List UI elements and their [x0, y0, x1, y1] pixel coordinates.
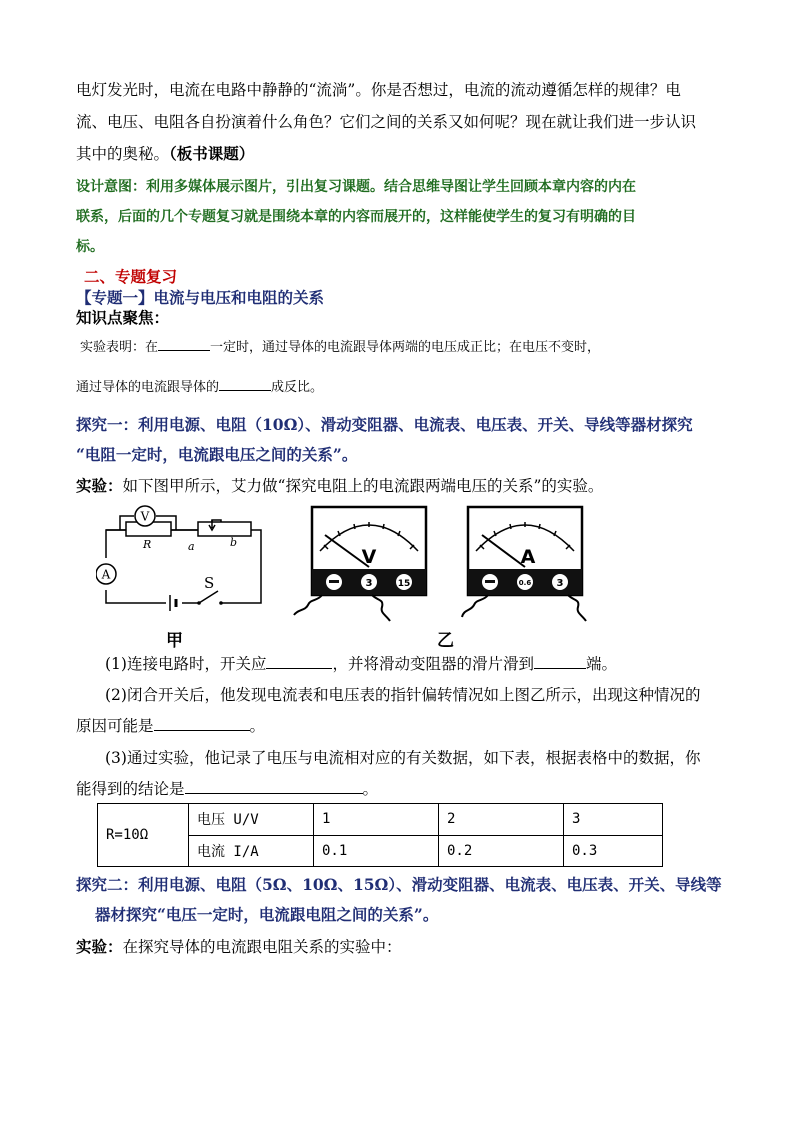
q3-text-b: 能得到的结论是 — [76, 780, 185, 798]
table-row — [98, 804, 663, 836]
intro-line-2: 流、电压、电阻各自扮演着什么角色？它们之间的关系又如何呢？现在就让我们进一步认识 — [76, 113, 697, 131]
v-terminal-3: 3 — [365, 578, 373, 589]
q1-text-c: 端。 — [585, 655, 617, 673]
knowledge-line-1 — [80, 336, 600, 358]
q1-text-a: (1)连接电路时，开关应 — [105, 655, 267, 673]
experiment1-label: 实验： — [76, 476, 123, 495]
data-table — [97, 803, 663, 867]
table-cell: 2 — [439, 804, 564, 836]
voltmeter-label: V — [140, 509, 150, 524]
table-cell: 0.1 — [314, 835, 439, 867]
table-cell: 0.3 — [564, 835, 663, 867]
q3-text-c: 。 — [362, 780, 379, 798]
question-2-line-1: (2)闭合开关后，他发现电流表和电压表的指针偏转情况如上图乙所示，出现这种情况的 — [105, 686, 701, 704]
topic-heading — [76, 286, 324, 308]
switch-pivot — [197, 601, 201, 605]
ammeter-label: A — [101, 567, 111, 582]
point-a-label: a — [188, 540, 195, 553]
question-2-line-2 — [76, 716, 265, 736]
question-3-line-1: (3)通过实验，他记录了电压与电流相对应的有关数据，如下表，根据表格中的数据，你 — [105, 749, 701, 767]
design-text-1: 利用多媒体展示图片，引出复习课题。结合思维导图让学生回顾本章内容的内在 — [146, 179, 636, 195]
switch-label: S — [204, 574, 215, 592]
v-terminal-15: 15 — [397, 579, 411, 589]
figure-label-yi: 乙 — [437, 631, 454, 651]
voltmeter-device — [292, 505, 434, 625]
experiment1-line — [76, 476, 603, 496]
a-terminal-06: 0.6 — [518, 579, 532, 587]
knowledge-text-1a: 实验表明：在 — [80, 340, 159, 355]
table-cell: 3 — [564, 804, 663, 836]
section-title: 二、专题复习 — [84, 267, 178, 286]
design-line-3: 标。 — [76, 239, 104, 255]
experiment1-text: 如下图甲所示，艾力做“探究电阻上的电流跟两端电压的关系”的实验。 — [122, 477, 604, 495]
knowledge-line-2 — [76, 376, 323, 398]
blank-fill-2[interactable] — [219, 376, 271, 391]
experiment2-line — [76, 937, 402, 957]
design-line-2: 联系，后面的几个专题复习就是围绕本章的内容而展开的，这样能使学生的复习有明确的目 — [76, 209, 636, 225]
table-cell-resistance: R=10Ω — [98, 804, 189, 867]
question-1 — [105, 654, 617, 674]
table-cell-voltage-label: 电压 U/V — [189, 804, 314, 836]
point-b-label: b — [230, 536, 238, 549]
knowledge-heading: 知识点聚焦： — [76, 308, 170, 327]
v-meter-letter: V — [361, 546, 377, 568]
topic-bracket: 【专题一】 — [76, 288, 154, 307]
experiment2-label: 实验： — [76, 937, 123, 956]
rheostat — [198, 522, 251, 536]
board-title-note: （板书课题） — [169, 144, 255, 163]
knowledge-text-2a: 通过导体的电流跟导体的 — [76, 380, 220, 395]
ammeter-device — [458, 505, 600, 625]
a-terminal-3: 3 — [556, 578, 564, 589]
intro-line-3-text: 其中的奥秘。 — [76, 145, 170, 163]
table-cell: 1 — [314, 804, 439, 836]
q1-text-b: ，并将滑动变阻器的滑片滑到 — [332, 655, 534, 673]
explore2-line-1: 探究二：利用电源、电阻（5Ω、10Ω、15Ω）、滑动变阻器、电流表、电压表、开关、导线等 — [76, 875, 722, 894]
explore1-line-2: “电阻一定时，电流跟电压之间的关系”。 — [76, 445, 358, 464]
q1-blank-1[interactable] — [266, 654, 332, 669]
design-label: 设计意图： — [76, 179, 146, 195]
knowledge-text-1b: 一定时，通过导体的电流跟导体两端的电压成正比；在电压不变时， — [210, 340, 601, 355]
experiment2-text: 在探究导体的电流跟电阻关系的实验中： — [122, 938, 402, 956]
switch-contact — [219, 601, 223, 605]
resistor-label: R — [143, 538, 152, 551]
q2-blank[interactable] — [154, 716, 250, 731]
topic-title: 电流与电压和电阻的关系 — [153, 288, 325, 307]
design-line-1 — [76, 177, 636, 197]
intro-line-1: 电灯发光时，电流在电路中静静的“流淌”。你是否想过，电流的流动遵循怎样的规律？电 — [76, 81, 681, 99]
table-cell-current-label: 电流 I/A — [189, 835, 314, 867]
q2-text-b: 原因可能是 — [76, 717, 154, 735]
knowledge-text-2b: 成反比。 — [271, 380, 324, 395]
figure-label-jia: 甲 — [166, 631, 183, 651]
blank-fill-1[interactable] — [158, 336, 210, 351]
a-meter-letter: A — [520, 546, 536, 568]
q2-text-c: 。 — [249, 717, 266, 735]
table-cell: 0.2 — [439, 835, 564, 867]
explore2-line-2: 器材探究“电压一定时，电流跟电阻之间的关系”。 — [95, 905, 439, 924]
q1-blank-2[interactable] — [534, 654, 586, 669]
intro-line-3 — [76, 144, 254, 164]
circuit-diagram — [96, 500, 276, 650]
explore1-line-1: 探究一：利用电源、电阻（10Ω）、滑动变阻器、电流表、电压表、开关、导线等器材探究 — [76, 415, 693, 434]
question-3-line-2 — [76, 779, 378, 799]
q3-blank[interactable] — [185, 779, 363, 794]
